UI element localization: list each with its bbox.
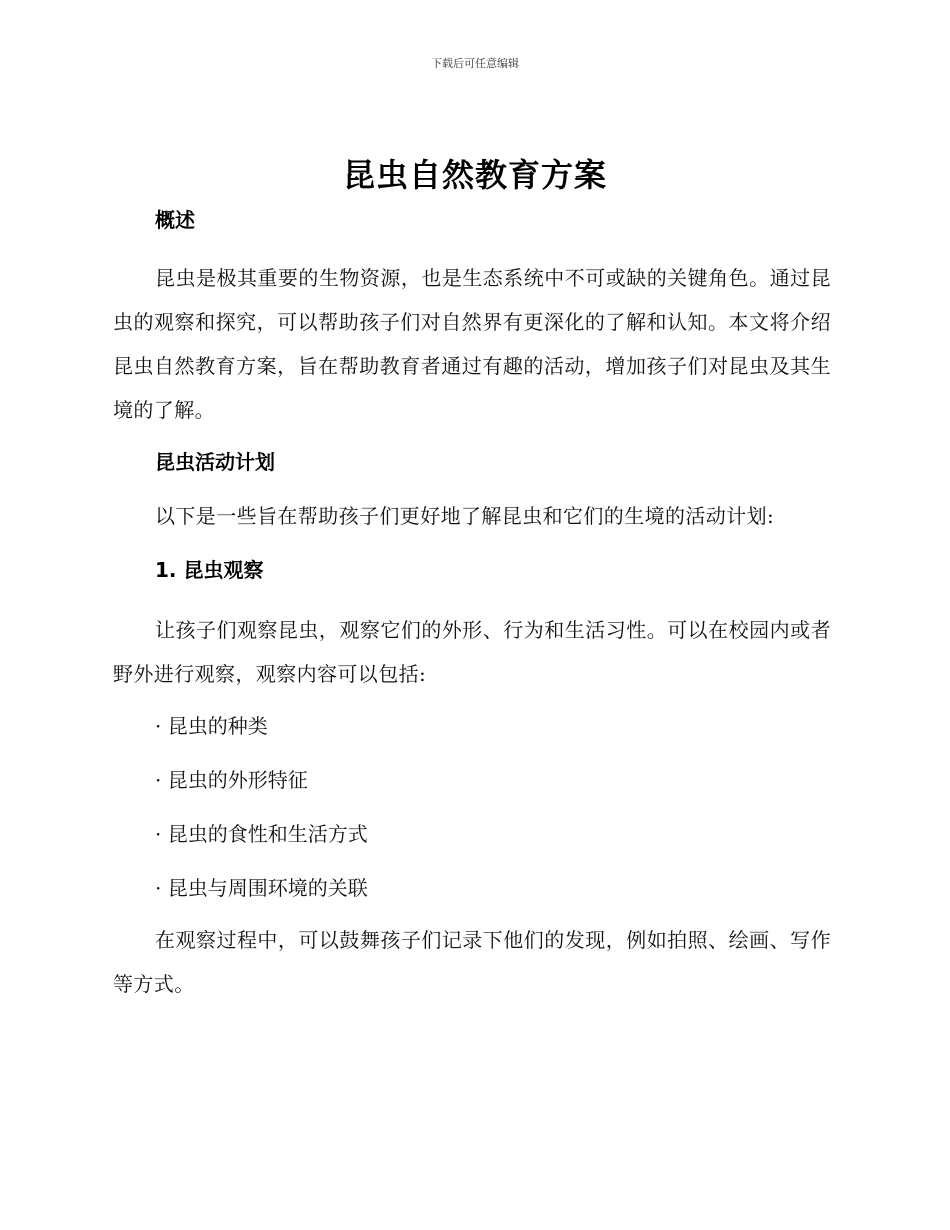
header-note: 下载后可任意编辑 [431,57,519,70]
closing-paragraph: 在观察过程中，可以鼓舞孩子们记录下他们的发现，例如拍照、绘画、写作等方式。 [113,928,831,996]
document-body [113,204,831,1006]
list-item: · 昆虫的外形特征 [155,768,308,792]
observation-paragraph: 让孩子们观察昆虫，观察它们的外形、行为和生活习性。可以在校园内或者野外进行观察，观察内容可以包括: [113,618,831,686]
list-item: · 昆虫的种类 [155,714,268,738]
plan-intro-paragraph: 以下是一些旨在帮助孩子们更好地了解昆虫和它们的生境的活动计划: [155,504,775,528]
overview-paragraph: 昆虫是极其重要的生物资源，也是生态系统中不可或缺的关键角色。通过昆虫的观察和探究，可以帮助孩子们对自然界有更深化的了解和认知。本文将介绍昆虫自然教育方案，旨在帮助教育者通过有趣的活动，增加孩子们对昆虫及其生境的了解。 [113,266,831,422]
page-title: 昆虫自然教育方案 [342,156,607,194]
overview-heading: 概述 [155,208,195,232]
observation-heading: 1. 昆虫观察 [155,558,264,582]
list-item: · 昆虫的食性和生活方式 [155,822,368,846]
plan-heading: 昆虫活动计划 [155,450,275,474]
list-item: · 昆虫与周围环境的关联 [155,876,368,900]
